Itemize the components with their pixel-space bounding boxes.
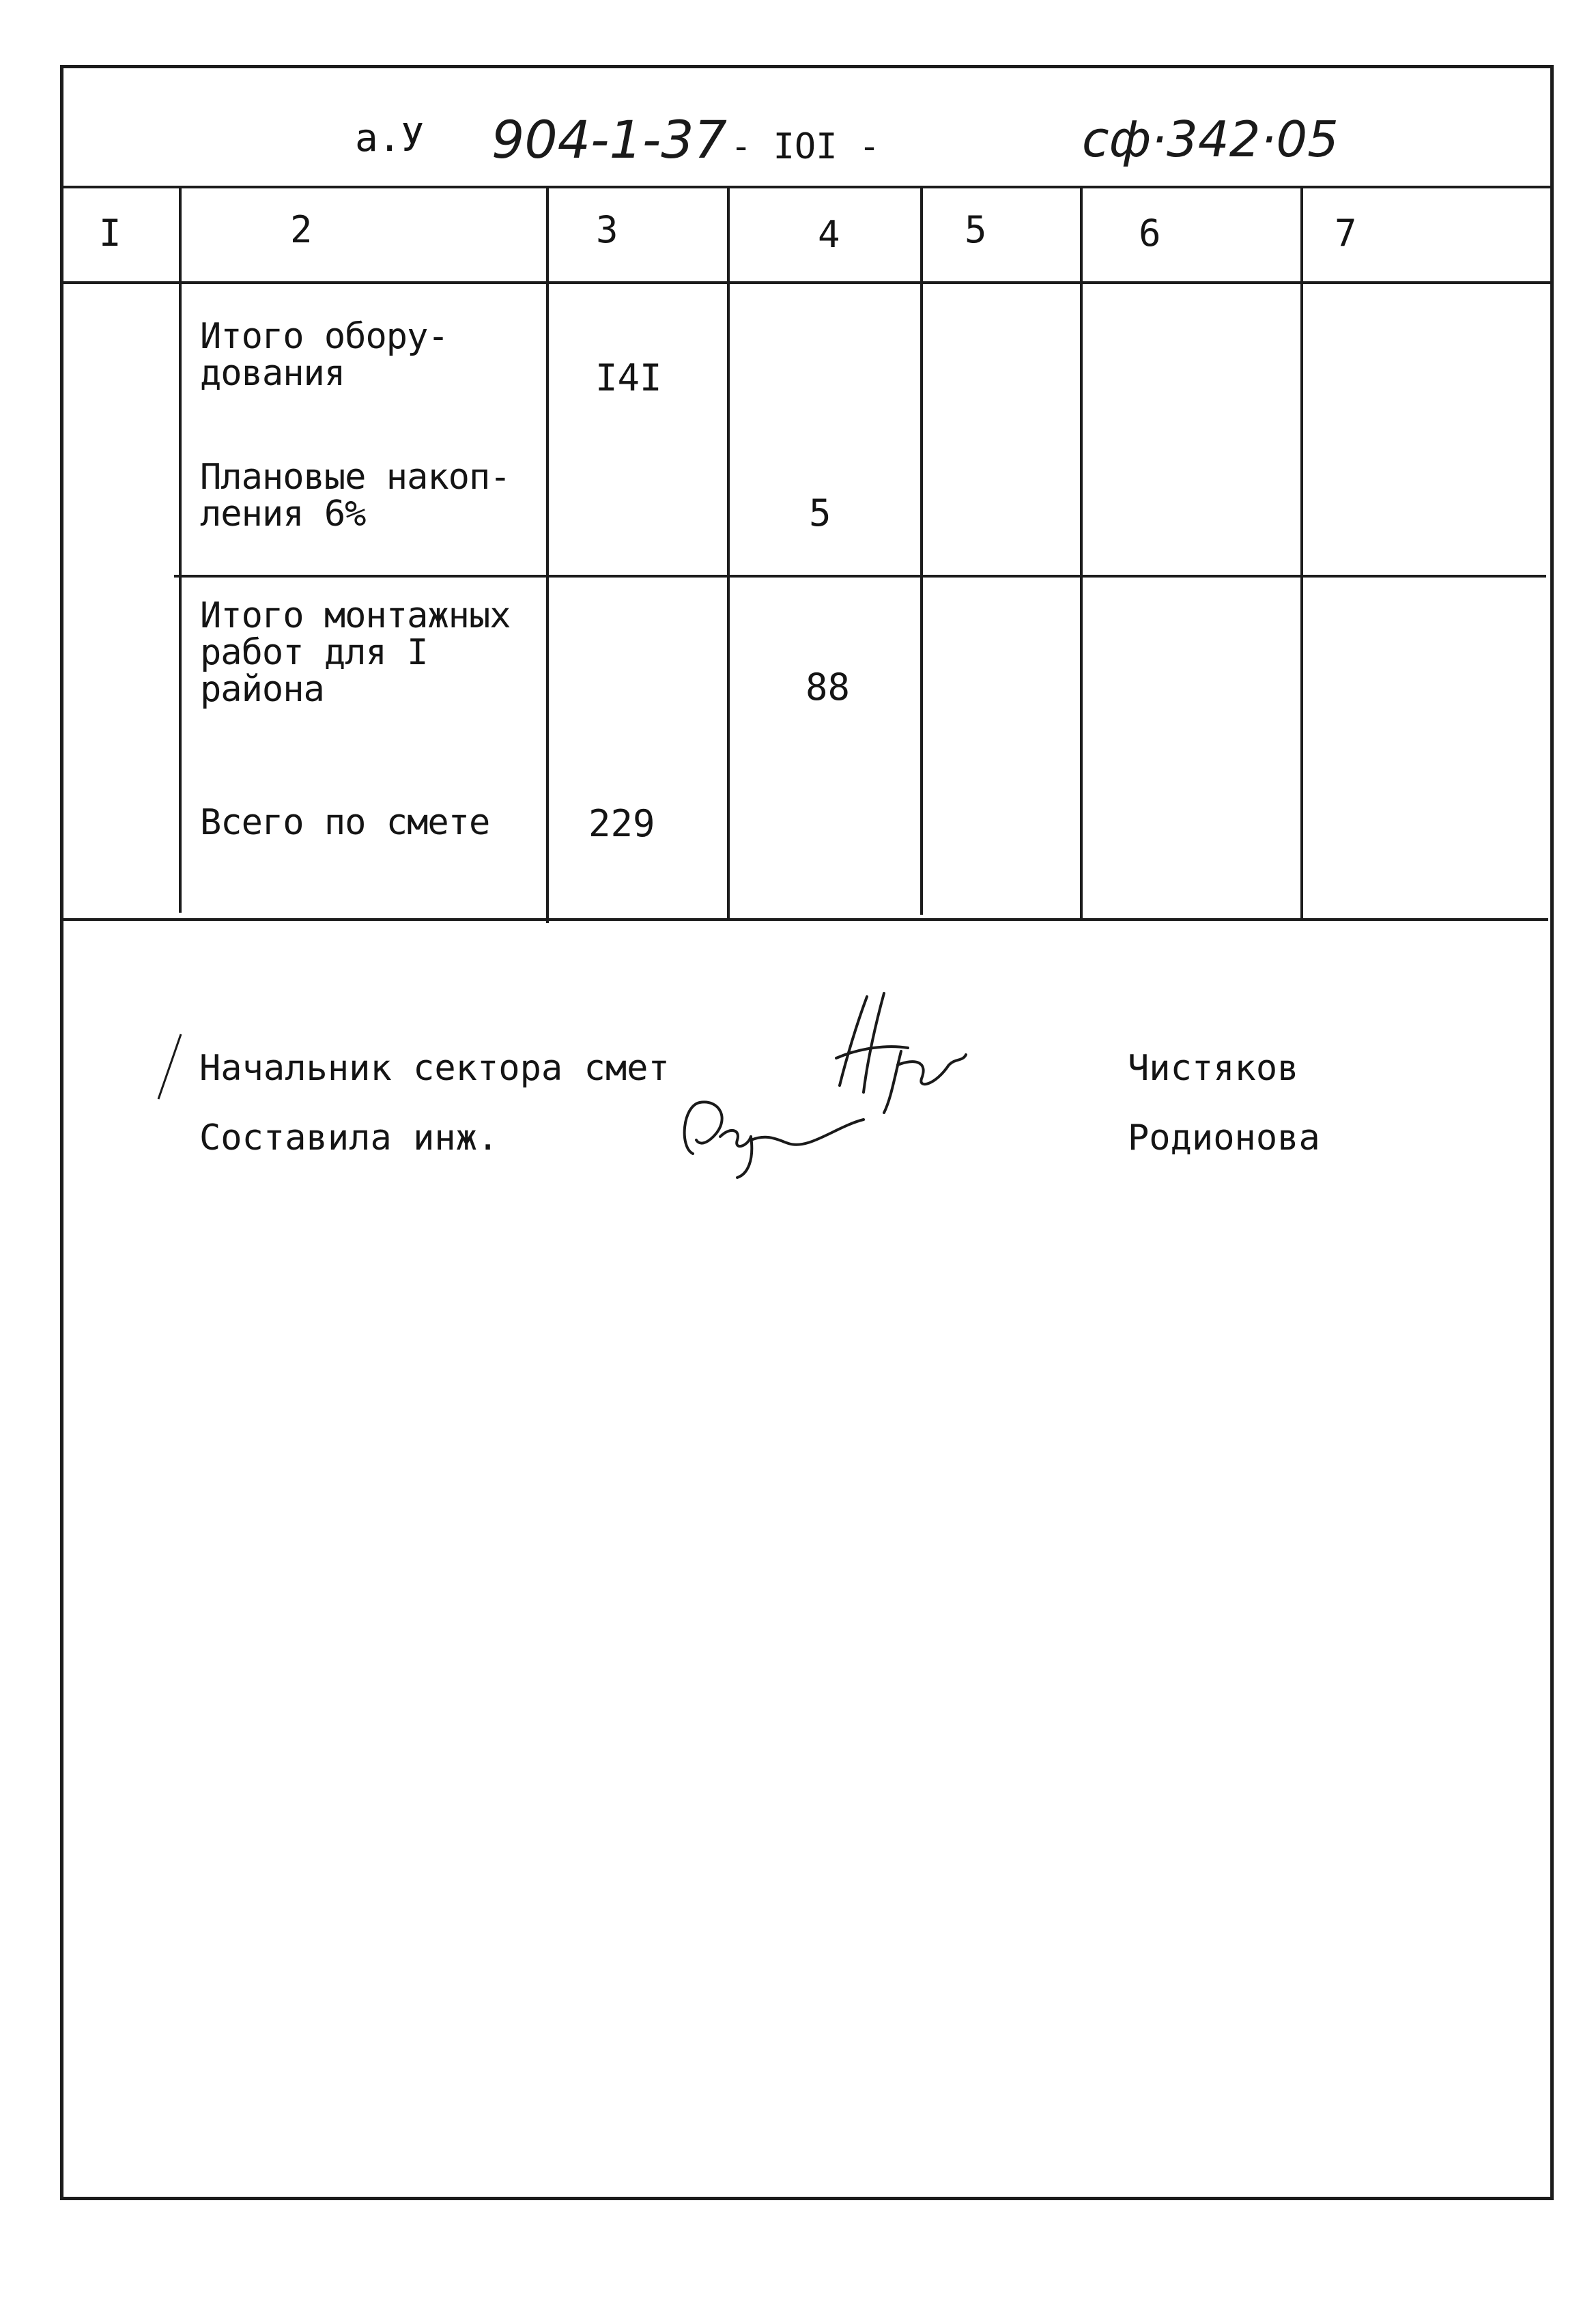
table-bottom-line [60, 918, 1548, 921]
header-prefix: а.У [355, 116, 425, 160]
column-number-6: 6 [1139, 212, 1161, 255]
margin-slash-mark [150, 1031, 191, 1106]
column-number-3: 3 [596, 208, 618, 251]
row-label-equipment-total: Итого обору- дования [200, 316, 448, 394]
project-code: 904-1-37 [491, 109, 727, 170]
header-divider [60, 186, 1554, 188]
head-of-sector-name: Чистяков [1128, 1048, 1299, 1089]
col-divider-2 [546, 186, 549, 923]
page-number: - IOI - [730, 126, 881, 167]
sheet-code: сф·342·05 [1082, 111, 1339, 168]
head-of-sector-title: Начальник сектора смет [199, 1048, 670, 1089]
col-divider-6 [1300, 186, 1303, 918]
author-signature [672, 1072, 877, 1181]
column-number-2: 2 [290, 208, 313, 251]
column-number-1: I [99, 212, 122, 255]
author-title: Составила инж. [199, 1118, 499, 1158]
row-label-grand-total: Всего по смете [200, 802, 490, 843]
author-name: Родионова [1128, 1118, 1320, 1158]
col-divider-1 [179, 186, 182, 913]
column-number-5: 5 [965, 208, 987, 251]
column-number-divider [60, 281, 1554, 284]
col-divider-5 [1080, 186, 1083, 918]
row-value-col4: 88 [806, 666, 851, 709]
column-number-7: 7 [1335, 212, 1357, 255]
column-number-4: 4 [818, 213, 840, 256]
row-label-planned-savings: Плановые накоп- ления 6% [200, 457, 511, 535]
row-value-col4: 5 [809, 492, 831, 535]
row-value-col3: I4I [595, 356, 662, 399]
row-label-installation-total: Итого монтажных работ для I района [200, 595, 511, 710]
col-divider-3 [727, 186, 730, 918]
row-divider [174, 575, 1546, 578]
row-value-col3: 229 [588, 802, 655, 845]
col-divider-4 [920, 186, 923, 915]
